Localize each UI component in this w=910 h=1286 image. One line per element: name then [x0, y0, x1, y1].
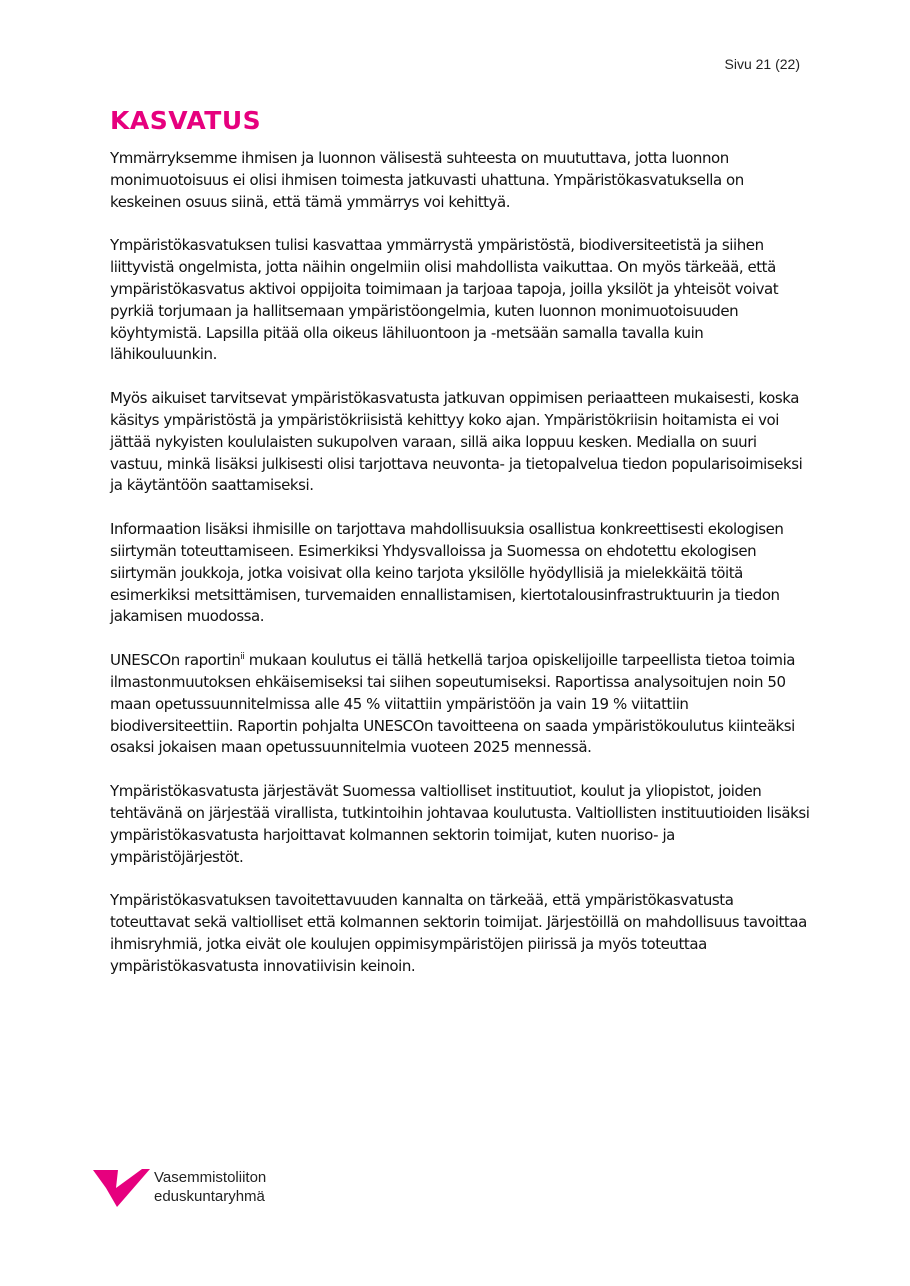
- vasemmistoliitto-v-logo-icon: [90, 1167, 150, 1207]
- page-number: Sivu 21 (22): [724, 56, 800, 72]
- org-name: [154, 1168, 266, 1206]
- paragraph-7: Ympäristökasvatuksen tavoitettavuuden kannalta on tärkeää, että ympäristökasvatusta toteuttavat sekä valtiolliset että kolmannen sektorin toimijat. Järjestöillä on mahdollisuus tavoittaa ihmisryhmiä, jotka eivät ole koulujen oppimisympäristöjen piirissä ja myös toteuttaa ympäristökasvatusta innovatiivisin keinoin.: [110, 891, 807, 975]
- paragraph-1: Ymmärryksemme ihmisen ja luonnon välisestä suhteesta on muututtava, jotta luonnon monimuotoisuus ei olisi ihmisen toimesta jatkuvasti uhattuna. Ympäristökasvatuksella on keskeinen osuus siinä, että tämä ymmärrys voi kehittyä.: [110, 149, 744, 211]
- body-text: [110, 148, 810, 1000]
- org-name-line-1: Vasemmistoliiton: [154, 1169, 267, 1186]
- org-name-line-2: eduskuntaryhmä: [154, 1188, 265, 1205]
- section-title: KASVATUS: [110, 106, 262, 135]
- paragraph-2: Ympäristökasvatuksen tulisi kasvattaa ymmärrystä ympäristöstä, biodiversiteetistä ja siihen liittyvistä ongelmista, jotta näihin ongelmiin olisi mahdollista vaikuttaa. On myös tärkeää, että ympäristökasvatus aktivoi oppijoita toimimaan ja tarjoaa tapoja, joilla yksilöt ja yhteisöt voivat pyrkiä torjumaan ja hallitsemaan ympäristöongelmia, kuten luonnon monimuotoisuuden köyhtymistä. Lapsilla pitää olla oikeus lähiluontoon ja -metsään samalla tavalla kuin lähikouluunkin.: [110, 236, 779, 364]
- footnote-reference[interactable]: ii: [240, 652, 245, 663]
- paragraph-4: Informaation lisäksi ihmisille on tarjottava mahdollisuuksia osallistua konkreettisesti ekologisen siirtymän toteuttamiseen. Esimerkiksi Yhdysvalloissa ja Suomessa on ehdotettu ekologisen siirtymän joukkoja, jotka voisivat olla keino tarjota yksilölle hyödyllisiä ja mielekkäitä töitä esimerkiksi metsittämisen, turvemaiden ennallistamisen, kiertotalousinfrastruktuurin ja tiedon jakamisen muodossa.: [110, 520, 784, 626]
- paragraph-6: Ympäristökasvatusta järjestävät Suomessa valtiolliset instituutiot, koulut ja yliopistot, joiden tehtävänä on järjestää virallista, tutkintoihin johtavaa koulutusta. Valtiollisten instituutioiden lisäksi ympäristökasvatusta harjoittavat kolmannen sektorin toimijat, kuten nuoriso- ja ympäristöjärjestöt.: [110, 782, 810, 866]
- paragraph-5-start: UNESCOn raportin: [110, 651, 241, 670]
- paragraph-5: [110, 650, 810, 759]
- paragraph-3: Myös aikuiset tarvitsevat ympäristökasvatusta jatkuvan oppimisen periaatteen mukaisesti, koska käsitys ympäristöstä ja ympäristökriisistä kehittyy koko ajan. Ympäristökriisin hoitamista ei voi jättää nykyisten koululaisten sukupolven varaan, sillä aika loppuu kesken. Medialla on suuri vastuu, minkä lisäksi julkisesti olisi tarjottava neuvonta- ja tietopalvelua tiedon popularisoimiseksi ja käytäntöön saattamiseksi.: [110, 389, 803, 495]
- footer-logo: [90, 1167, 290, 1211]
- paragraph-5-rest: mukaan koulutus ei tällä hetkellä tarjoa opiskelijoille tarpeellista tietoa toimia ilmastonmuutoksen ehkäisemiseksi tai siihen sopeutumiseksi. Raportissa analysoitujen noin 50 maan opetussuunnitelmissa alle 45 % viitattiin ympäristöön ja vain 19 % viitattiin biodiversiteettiin. Raportin pohjalta UNESCOn tavoitteena on saada ympäristökoulutus kiinteäksi osaksi jokaisen maan opetussuunnitelmia vuoteen 2025 mennessä.: [110, 651, 796, 757]
